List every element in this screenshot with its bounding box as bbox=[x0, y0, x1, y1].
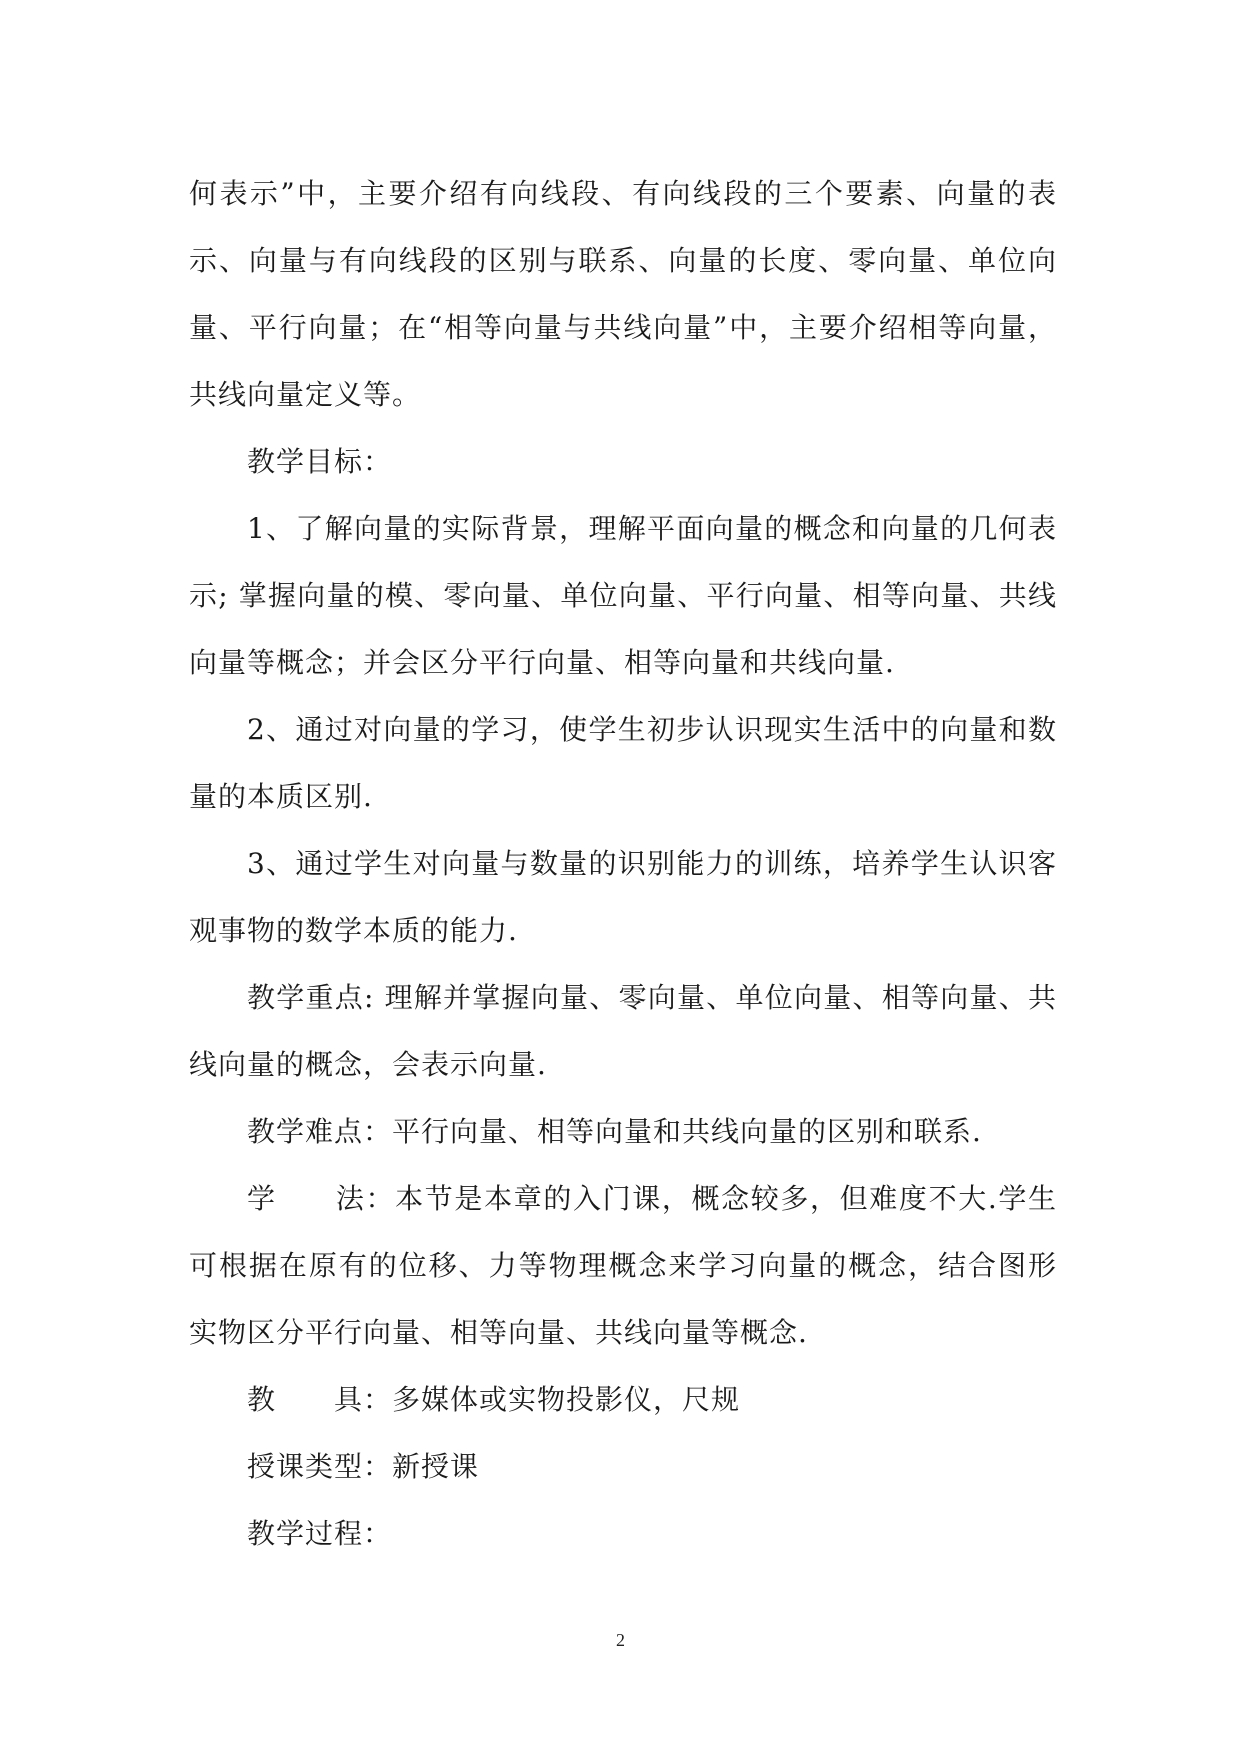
goal-item-1: 1、了解向量的实际背景，理解平面向量的概念和向量的几何表示; 掌握向量的模、零向量、单位向量、平行向量、相等向量、共线向量等概念；并会区分平行向量、相等向量和共线向量. bbox=[189, 512, 1057, 679]
page-number: 2 bbox=[616, 1630, 625, 1650]
goal-item-3: 3、通过学生对向量与数量的识别能力的训练，培养学生认识客观事物的数学本质的能力. bbox=[189, 847, 1057, 947]
teaching-process-heading: 教学过程： bbox=[247, 1517, 393, 1550]
intro-continuation-paragraph: 何表示”中，主要介绍有向线段、有向线段的三个要素、向量的表示、向量与有向线段的区别与联系、向量的长度、零向量、单位向量、平行向量；在“相等向量与共线向量”中，主要介绍相等向量，共线向量定义等。 bbox=[189, 177, 1057, 411]
teaching-goals-heading: 教学目标： bbox=[247, 445, 393, 478]
document-body bbox=[189, 160, 1057, 1567]
lesson-type-paragraph: 授课类型：新授课 bbox=[247, 1450, 480, 1483]
learning-method-paragraph: 学 法：本节是本章的入门课，概念较多，但难度不大.学生可根据在原有的位移、力等物理概念来学习向量的概念，结合图形实物区分平行向量、相等向量、共线向量等概念. bbox=[189, 1182, 1057, 1349]
teaching-tools-paragraph: 教 具：多媒体或实物投影仪，尺规 bbox=[247, 1383, 741, 1416]
difficult-points-paragraph: 教学难点：平行向量、相等向量和共线向量的区别和联系. bbox=[247, 1115, 982, 1148]
key-points-paragraph: 教学重点: 理解并掌握向量、零向量、单位向量、相等向量、共线向量的概念，会表示向量. bbox=[189, 981, 1057, 1081]
goal-item-2: 2、通过对向量的学习，使学生初步认识现实生活中的向量和数量的本质区别. bbox=[189, 713, 1057, 813]
